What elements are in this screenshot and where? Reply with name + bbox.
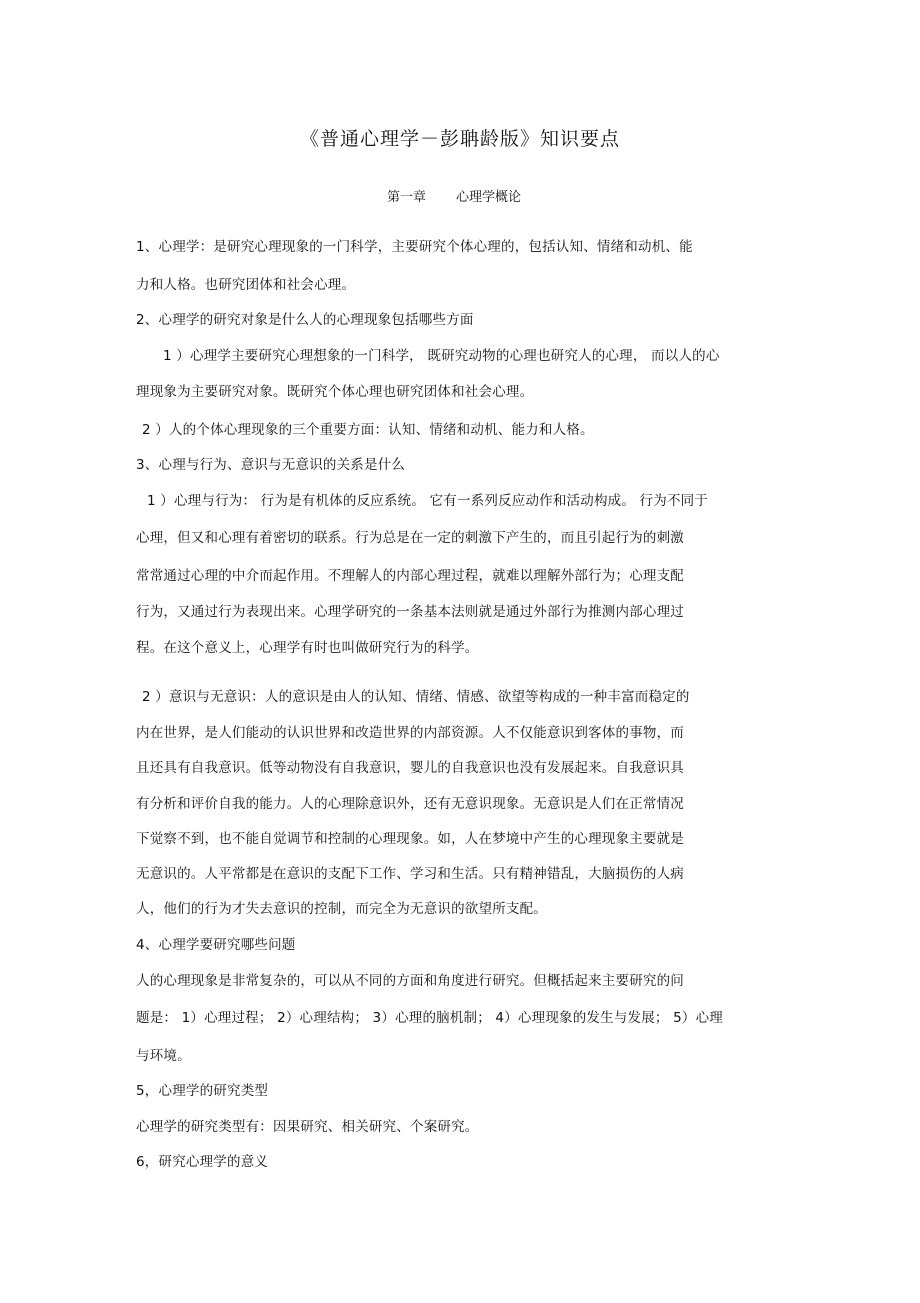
chapter-name: 心理学概论 xyxy=(456,190,522,205)
paragraph-line: 下觉察不到，也不能自觉调节和控制的心理现象。如，人在梦境中产生的心理现象主要就是 xyxy=(136,831,684,847)
paragraph-line: 且还具有自我意识。低等动物没有自我意识，婴儿的自我意识也没有发展起来。自我意识具 xyxy=(136,760,684,776)
paragraph-line: 人，他们的行为才失去意识的控制，而完全为无意识的欲望所支配。 xyxy=(136,901,547,917)
paragraph-line: 力和人格。也研究团体和社会心理。 xyxy=(136,277,356,293)
question-heading: 3、心理与行为、意识与无意识的关系是什么 xyxy=(136,457,406,473)
paragraph-line: 无意识的。人平常都是在意识的支配下工作、学习和生活。只有精神错乱，大脑损伤的人病 xyxy=(136,866,684,882)
paragraph-line: 2 ）意识与无意识：人的意识是由人的认知、情绪、情感、欲望等构成的一种丰富而稳定的 xyxy=(142,689,690,705)
paragraph-line: 心理学的研究类型有：因果研究、相关研究、个案研究。 xyxy=(136,1119,479,1135)
paragraph-line: 常常通过心理的中介而起作用。不理解人的内部心理过程，就难以理解外部行为；心理支配 xyxy=(136,568,684,584)
document-title: 《普通心理学－彭聃龄版》知识要点 xyxy=(299,128,620,150)
paragraph-line: 1、心理学：是研究心理现象的一门科学，主要研究个体心理的，包括认知、情绪和动机、能 xyxy=(136,239,693,255)
paragraph-line: 行为，又通过行为表现出来。心理学研究的一条基本法则就是通过外部行为推测内部心理过 xyxy=(136,604,684,620)
chapter-heading xyxy=(387,189,521,207)
paragraph-line: 2 ）人的个体心理现象的三个重要方面：认知、情绪和动机、能力和人格。 xyxy=(142,422,594,438)
question-heading: 6，研究心理学的意义 xyxy=(136,1154,269,1170)
paragraph-line: 内在世界，是人们能动的认识世界和改造世界的内部资源。人不仅能意识到客体的事物，而 xyxy=(136,725,684,741)
paragraph-line: 人的心理现象是非常复杂的，可以从不同的方面和角度进行研究。但概括起来主要研究的问 xyxy=(136,973,684,989)
question-heading: 2、心理学的研究对象是什么人的心理现象包括哪些方面 xyxy=(136,312,474,328)
paragraph-line: 题是： 1）心理过程； 2）心理结构； 3）心理的脑机制； 4）心理现象的发生与发展； 5）心理 xyxy=(136,1010,724,1026)
paragraph-line: 心理，但又和心理有着密切的联系。行为总是在一定的刺激下产生的，而且引起行为的刺激 xyxy=(136,530,684,546)
paragraph-line: 与环境。 xyxy=(136,1048,191,1064)
paragraph-line: 程。在这个意义上，心理学有时也叫做研究行为的科学。 xyxy=(136,640,479,656)
question-heading: 5，心理学的研究类型 xyxy=(136,1083,269,1099)
paragraph-line: 理现象为主要研究对象。既研究个体心理也研究团体和社会心理。 xyxy=(136,384,534,400)
paragraph-line: 有分析和评价自我的能力。人的心理除意识外，还有无意识现象。无意识是人们在正常情况 xyxy=(136,796,684,812)
question-heading: 4、心理学要研究哪些问题 xyxy=(136,937,296,953)
chapter-number: 第一章 xyxy=(387,190,427,205)
paragraph-line: 1 ）心理与行为： 行为是有机体的反应系统。 它有一系列反应动作和活动构成。 行为不同于 xyxy=(147,493,709,509)
paragraph-line: 1 ）心理学主要研究心理想象的一门科学， 既研究动物的心理也研究人的心理， 而以人的心 xyxy=(163,348,720,364)
